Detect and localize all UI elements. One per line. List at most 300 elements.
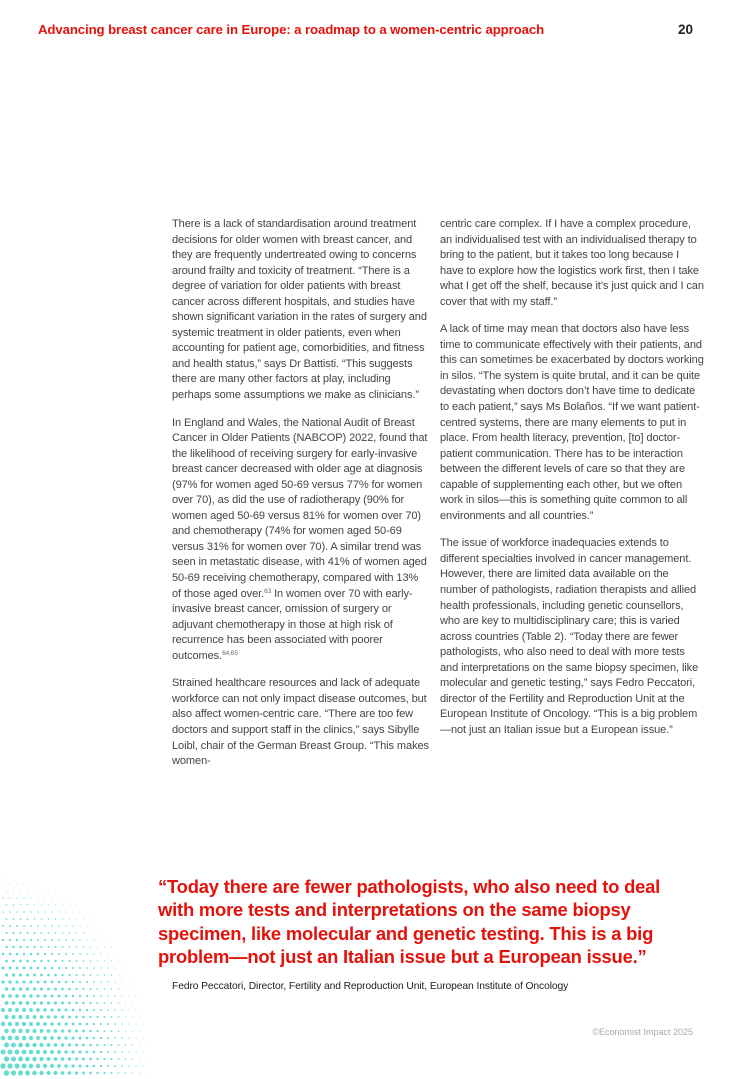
halftone-dot [29, 1064, 34, 1069]
halftone-dot [104, 1016, 106, 1018]
halftone-dot [29, 1036, 33, 1040]
halftone-dot [107, 981, 108, 982]
halftone-dot [86, 1037, 89, 1040]
halftone-dot [29, 980, 32, 983]
halftone-dot [54, 988, 57, 991]
halftone-dot [103, 1030, 105, 1032]
halftone-dot [57, 1022, 60, 1025]
halftone-dot [80, 912, 81, 913]
halftone-dot [43, 994, 46, 997]
halftone-dot [25, 1043, 30, 1048]
halftone-dot [68, 1029, 71, 1032]
halftone-dot [2, 925, 4, 927]
halftone-dot [107, 1065, 109, 1067]
paragraph-text: In women over 70 with early-invasive breast cancer, omission of surgery or adjuvant chemotherapy in those at high risk of recurrence has been associated with poorer outcomes. [172, 587, 413, 662]
halftone-dot [9, 953, 12, 956]
halftone-dot [15, 980, 18, 983]
halftone-dot [22, 1036, 26, 1040]
halftone-dot [104, 988, 106, 990]
halftone-dot [61, 1002, 64, 1005]
halftone-dot [72, 1009, 75, 1012]
halftone-dot [51, 967, 54, 970]
halftone-dots-decoration [0, 839, 170, 1079]
halftone-dot [100, 1023, 102, 1025]
halftone-dot [51, 953, 53, 955]
halftone-dot [34, 904, 35, 905]
halftone-dot [68, 1071, 71, 1074]
halftone-dot [139, 1058, 140, 1059]
halftone-dot [33, 987, 36, 990]
halftone-dot [54, 1057, 58, 1061]
halftone-dot [52, 898, 53, 899]
halftone-dot [16, 925, 18, 927]
halftone-dot [107, 1009, 109, 1011]
halftone-dot [75, 974, 77, 976]
halftone-dot [55, 904, 56, 905]
halftone-dot [132, 1030, 133, 1031]
halftone-dot [111, 1030, 113, 1032]
halftone-dot [24, 884, 25, 885]
halftone-dot [8, 1036, 13, 1041]
halftone-dot [7, 1063, 12, 1068]
halftone-dot [75, 1002, 78, 1005]
halftone-dot [143, 1052, 144, 1053]
halftone-dot [135, 1037, 136, 1038]
halftone-dot [5, 1001, 9, 1005]
halftone-dot [107, 1051, 109, 1053]
halftone-dot [55, 918, 56, 919]
halftone-dot [29, 1050, 34, 1055]
halftone-dot [23, 967, 26, 970]
halftone-dot [125, 1016, 126, 1017]
halftone-dot [71, 1050, 74, 1053]
halftone-dot [12, 960, 15, 963]
halftone-dot [14, 1063, 19, 1068]
halftone-dot [118, 975, 119, 976]
halftone-dot [54, 1071, 58, 1075]
halftone-dot [38, 884, 39, 885]
halftone-dot [139, 1031, 140, 1032]
halftone-dot [76, 932, 77, 933]
copyright-footer: ©Economist Impact 2025 [592, 1027, 693, 1037]
halftone-dot [65, 953, 67, 955]
halftone-dot [82, 1002, 84, 1004]
halftone-dot [22, 1008, 26, 1012]
halftone-dot [86, 953, 87, 954]
halftone-dot [44, 939, 46, 941]
halftone-dot [46, 1071, 50, 1075]
halftone-dot [5, 960, 8, 963]
halftone-dot [11, 1056, 16, 1061]
halftone-dot [79, 925, 80, 926]
halftone-dot [75, 1030, 78, 1033]
paragraph: There is a lack of standardisation around treatment decisions for older women with breast cancer, and they are frequently undertreated owing to concerns around frailty and toxicity of treatment. “There is a degree of variation for older patients with breast cancer across different hospitals, and studies have shown significant variation in the rates of surgery and systemic treatment in older patients, even when accounting for patient age, comorbidities, and fitness and health status,” says Dr Battisti. “This suggests there are many other factors at play, including perhaps some assumptions we make as clinicians.” [172, 218, 427, 402]
halftone-dot [32, 1057, 37, 1062]
halftone-dot [55, 932, 57, 934]
halftone-dot [96, 1058, 98, 1060]
halftone-dot [1, 1022, 5, 1026]
halftone-dot [3, 884, 4, 885]
halftone-dot [22, 994, 26, 998]
halftone-dot [57, 1008, 60, 1011]
halftone-dot [125, 1030, 126, 1031]
halftone-dot [58, 939, 60, 941]
halftone-dot [61, 974, 63, 976]
halftone-dot [40, 960, 43, 963]
halftone-dot [82, 988, 84, 990]
quote-attribution: Fedro Peccatori, Director, Fertility and Reproduction Unit, European Institute of Oncology [172, 981, 569, 992]
halftone-dot [54, 1043, 58, 1047]
halftone-dot [111, 974, 112, 975]
halftone-dot [128, 1009, 129, 1010]
halftone-dot [50, 1036, 54, 1040]
halftone-dot [2, 939, 4, 941]
halftone-dot [16, 911, 18, 913]
halftone-dot [69, 918, 70, 919]
halftone-dot [13, 890, 14, 891]
halftone-dot [135, 1051, 136, 1052]
halftone-dot [75, 1057, 78, 1060]
halftone-dot [41, 932, 43, 934]
halftone-dot [36, 1064, 40, 1068]
halftone-dot [89, 1002, 91, 1004]
halftone-dot [114, 995, 115, 996]
halftone-dot [100, 953, 101, 954]
halftone-dot [86, 981, 88, 983]
halftone-dot [54, 960, 56, 962]
halftone-dot [82, 1030, 85, 1033]
halftone-dot [15, 1036, 20, 1041]
footnote-reference: 63 [264, 587, 272, 595]
halftone-dot [136, 1010, 137, 1011]
halftone-dot [48, 918, 49, 919]
halftone-dot [65, 911, 66, 912]
halftone-dot [27, 891, 28, 892]
halftone-dot [72, 995, 75, 998]
halftone-dot [79, 953, 81, 955]
halftone-dot [139, 1017, 140, 1018]
halftone-dot [93, 1009, 95, 1011]
halftone-dot [18, 1070, 23, 1075]
halftone-dot [5, 987, 9, 991]
page-number: 20 [677, 22, 693, 37]
halftone-dot [22, 1064, 27, 1069]
halftone-dot [69, 932, 70, 933]
halftone-dot [20, 890, 21, 891]
halftone-dot [132, 1058, 133, 1059]
halftone-dot [103, 1058, 105, 1060]
halftone-dot [96, 1030, 98, 1032]
halftone-dot [135, 1065, 136, 1066]
halftone-dot [89, 1030, 92, 1033]
halftone-dot [34, 891, 35, 892]
halftone-dot [36, 994, 39, 997]
halftone-dot [115, 968, 116, 969]
halftone-dot [64, 1064, 68, 1068]
halftone-dot [86, 1051, 89, 1054]
halftone-dot [62, 905, 63, 906]
halftone-dot [107, 995, 109, 997]
halftone-dot [40, 1001, 43, 1004]
halftone-dot [143, 1024, 144, 1025]
halftone-dot [10, 884, 11, 885]
halftone-dot [111, 961, 112, 962]
halftone-dot [34, 918, 36, 920]
halftone-dot [114, 1009, 116, 1011]
halftone-dot [15, 1022, 19, 1026]
halftone-dot [30, 911, 31, 912]
halftone-dot [89, 1072, 92, 1075]
halftone-dot [1, 994, 5, 998]
halftone-dot [6, 918, 8, 920]
halftone-dot [125, 1058, 127, 1060]
halftone-dot [4, 1070, 10, 1076]
halftone-dot [76, 960, 78, 962]
halftone-dot [44, 981, 47, 984]
halftone-dot [111, 1072, 113, 1074]
halftone-dot [40, 1029, 44, 1033]
halftone-dot [128, 1037, 129, 1038]
halftone-dot [86, 1009, 88, 1011]
halftone-dot [25, 1057, 30, 1062]
halftone-dot [16, 939, 18, 941]
paragraph: Strained healthcare resources and lack of adequate workforce can not only impact disease outcomes, but also affect women-centric care. “There are too few doctors and support staff in the clinics,” says Sibylle Loibl, chair of the German Breast Group. “This makes women- [172, 677, 429, 768]
halftone-dot [62, 918, 63, 919]
halftone-dot [30, 939, 32, 941]
halftone-dot [2, 953, 5, 956]
halftone-dot [72, 967, 74, 969]
halftone-dot [108, 954, 109, 955]
halftone-dot [125, 975, 126, 976]
halftone-dot [50, 1022, 54, 1026]
halftone-dot [136, 996, 137, 997]
halftone-dot [82, 1044, 85, 1047]
halftone-dot [12, 932, 14, 934]
halftone-dot [61, 1043, 65, 1047]
halftone-dot [16, 953, 19, 956]
halftone-dot [6, 890, 7, 891]
halftone-dot [11, 1043, 16, 1048]
halftone-dot [118, 1058, 120, 1060]
halftone-dot [12, 987, 16, 991]
halftone-dot [107, 967, 108, 968]
halftone-dot [76, 919, 77, 920]
halftone-dot [32, 1029, 36, 1033]
halftone-dot [50, 1064, 54, 1068]
halftone-dot [54, 974, 57, 977]
halftone-dot [55, 891, 56, 892]
right-column [440, 217, 704, 751]
halftone-dot [59, 898, 60, 899]
halftone-dot [76, 946, 78, 948]
halftone-dot [72, 1023, 75, 1026]
halftone-dot [13, 904, 14, 905]
halftone-dot [118, 961, 119, 962]
halftone-dot [11, 1029, 16, 1034]
halftone-dot [58, 911, 59, 912]
left-column [172, 217, 430, 782]
halftone-dot [15, 1050, 20, 1055]
halftone-dot [58, 925, 59, 926]
halftone-dot [61, 988, 64, 991]
halftone-dot [90, 946, 91, 947]
halftone-dot [93, 1023, 95, 1025]
halftone-dot [93, 995, 95, 997]
halftone-dot [79, 939, 80, 940]
halftone-dot [37, 925, 39, 927]
halftone-dot [37, 939, 39, 941]
halftone-dot [104, 960, 105, 961]
halftone-dot [115, 954, 116, 955]
halftone-dot [93, 953, 94, 954]
halftone-dot [43, 1036, 47, 1040]
halftone-dot [30, 897, 31, 898]
halftone-dot [48, 904, 49, 905]
halftone-dot [114, 981, 115, 982]
halftone-dot [48, 932, 50, 934]
halftone-dot [23, 925, 25, 927]
halftone-dot [68, 1043, 71, 1046]
halftone-dot [12, 973, 15, 976]
halftone-dot [23, 953, 26, 956]
halftone-dot [96, 1072, 98, 1074]
halftone-dot [1, 980, 4, 983]
halftone-dot [47, 946, 49, 948]
halftone-dot [97, 933, 98, 934]
halftone-dot [90, 960, 92, 962]
halftone-dot [47, 1001, 50, 1004]
halftone-dot [108, 940, 109, 941]
halftone-dot [79, 995, 81, 997]
halftone-dot [143, 1066, 144, 1067]
halftone-dot [15, 994, 19, 998]
halftone-dot [79, 1037, 82, 1040]
paragraph: The issue of workforce inadequacies extends to different specialties involved in cancer management. However, there are limited data available on the number of pathologists, radiation therapists and allied health professionals, including genetic counsellors, who are key to multidisciplinary care; this is varied across countries (Table 2). “Today there are fewer pathologists, who also need to deal with more tests and interpretations on the same biopsy specimen, like molecular and genetic testing,” says Fedro Peccatori, director of the Fertility and Reproduction Unit at the European Institute of Oncology. “This is a big problem—not just an Italian issue but a European issue.” [440, 537, 699, 736]
halftone-dot [18, 1043, 23, 1048]
halftone-dot [55, 946, 57, 948]
halftone-dot [18, 1029, 22, 1033]
halftone-dot [143, 1038, 144, 1039]
halftone-dot [118, 1044, 120, 1046]
halftone-dot [75, 1071, 78, 1074]
halftone-dot [93, 981, 95, 983]
halftone-dot [103, 1072, 105, 1074]
halftone-dot [47, 1043, 51, 1047]
halftone-dot [33, 946, 35, 948]
halftone-dot [64, 1022, 67, 1025]
halftone-dot [125, 1072, 127, 1074]
halftone-dot [9, 925, 11, 927]
halftone-dot [111, 1002, 113, 1004]
halftone-dot [5, 973, 8, 976]
halftone-dot [90, 988, 92, 990]
halftone-dot [5, 946, 7, 948]
halftone-dot [100, 1065, 102, 1067]
halftone-dot [32, 1043, 36, 1047]
halftone-dot [121, 995, 122, 996]
halftone-dot [146, 1073, 147, 1074]
halftone-dot [96, 1016, 98, 1018]
halftone-dot [118, 988, 119, 989]
halftone-dot [89, 1058, 92, 1061]
halftone-dot [69, 960, 71, 962]
halftone-dot [121, 1051, 123, 1053]
halftone-dot [8, 994, 12, 998]
halftone-dot [82, 1016, 85, 1019]
halftone-dot [68, 1057, 71, 1060]
halftone-dot [20, 918, 22, 920]
halftone-dot [66, 898, 67, 899]
halftone-dot [90, 933, 91, 934]
halftone-dot [86, 995, 88, 997]
halftone-dot [89, 1016, 91, 1018]
halftone-dot [54, 1001, 57, 1004]
halftone-dot [29, 1008, 33, 1012]
halftone-dot [93, 939, 94, 940]
halftone-dot [79, 1023, 82, 1026]
halftone-dot [41, 904, 42, 905]
halftone-dot [132, 1003, 133, 1004]
halftone-dot [122, 982, 123, 983]
halftone-dot [68, 974, 70, 976]
halftone-dot [101, 940, 102, 941]
halftone-dot [65, 967, 67, 969]
halftone-dot [75, 1016, 78, 1019]
halftone-dot [50, 1050, 54, 1054]
header-title: Advancing breast cancer care in Europe: a roadmap to a women-centric approach [38, 22, 545, 37]
halftone-dot [11, 1070, 16, 1075]
halftone-dot [107, 1023, 109, 1025]
halftone-dot [121, 1037, 123, 1039]
halftone-dot [8, 1022, 12, 1026]
halftone-dot [83, 932, 84, 933]
halftone-dot [57, 1050, 61, 1054]
halftone-dot [45, 898, 46, 899]
halftone-dot [114, 1065, 116, 1067]
halftone-dot [37, 967, 40, 970]
halftone-dot [54, 1015, 57, 1018]
halftone-dot [94, 926, 95, 927]
halftone-dot [39, 1057, 43, 1061]
halftone-dot [111, 947, 112, 948]
halftone-dot [97, 988, 99, 990]
halftone-dot [1, 1036, 6, 1041]
halftone-dot [0, 1049, 5, 1054]
halftone-dot [43, 1022, 47, 1026]
halftone-dot [96, 1044, 98, 1046]
halftone-dot [23, 911, 25, 913]
halftone-dot [146, 1045, 147, 1046]
halftone-dot [90, 919, 91, 920]
halftone-dot [25, 1071, 30, 1076]
halftone-dot [26, 960, 29, 963]
halftone-dot [2, 911, 4, 913]
halftone-dot [27, 904, 28, 905]
halftone-dot [132, 1016, 133, 1017]
halftone-dot [61, 1015, 64, 1018]
halftone-dot [114, 1023, 116, 1025]
halftone-dot [33, 1001, 37, 1005]
halftone-dot [69, 905, 70, 906]
halftone-dot [83, 974, 85, 976]
halftone-dot [72, 953, 74, 955]
halftone-dot [121, 1009, 122, 1010]
halftone-dot [30, 953, 32, 955]
halftone-dot [51, 939, 53, 941]
halftone-dot [37, 897, 38, 898]
halftone-dot [136, 1024, 137, 1025]
halftone-dot [11, 1015, 15, 1019]
